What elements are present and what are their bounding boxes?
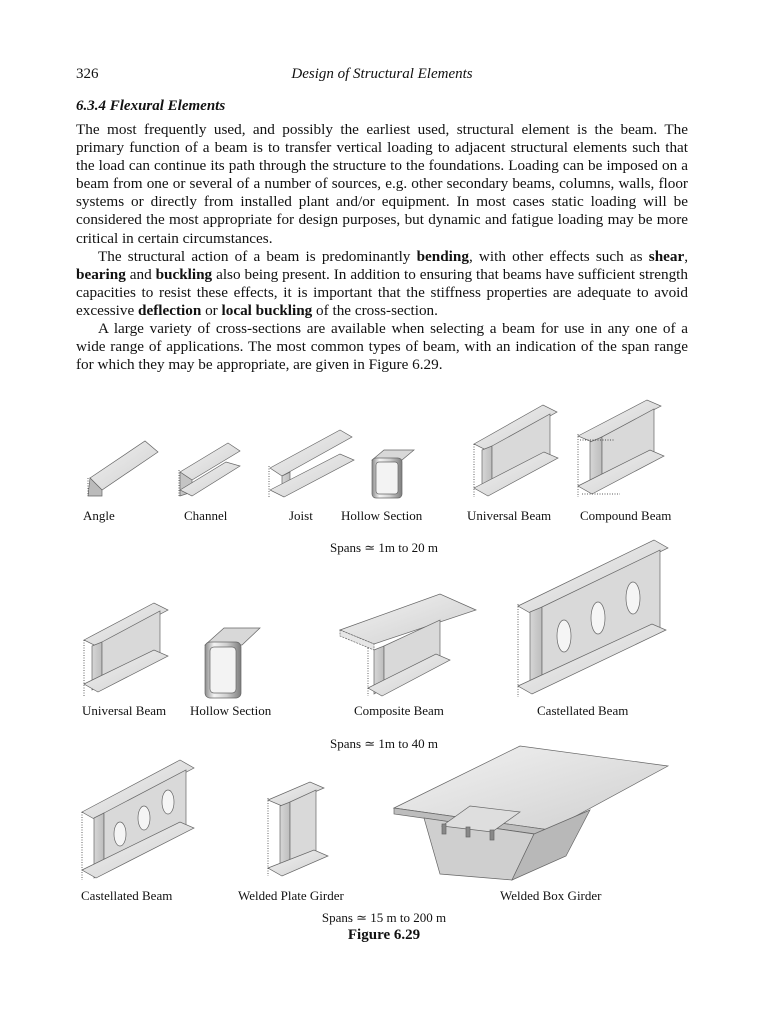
label-welded-box-girder: Welded Box Girder: [500, 888, 602, 903]
compound-beam-icon: [578, 400, 664, 497]
p2-text: or: [201, 301, 222, 319]
label-universal-beam-2: Universal Beam: [82, 703, 167, 718]
p2-text: , with other effects such as: [468, 247, 649, 265]
running-title: Design of Structural Elements: [291, 66, 473, 82]
paragraph-1: The most frequently used, and possibly the earliest used, structural element is the beam. The primary function of a beam is to transfer vertical loading to adjacent structural elements such that the load can continue its path through the structure to the foundations. Loading can be imposed on a beam from one or several of a number of sources, e.g. other secondary beams, columns, walls, floor systems or directly from installed plant and/or equipment. In most cases static loading will be considered the most appropriate for design purposes, but dynamic and fatigue loading may be more critical in certain circumstances.: [76, 121, 688, 247]
p2-text: ,: [684, 247, 689, 265]
term-local-buckling: local buckling: [221, 301, 313, 319]
welded-plate-girder-icon: [268, 782, 328, 876]
castellated-beam-2-icon: [82, 760, 194, 880]
hollow-section-2-icon: [205, 628, 260, 698]
p2-text: of the cross-section.: [312, 301, 438, 319]
joist-section-icon: [269, 430, 354, 497]
label-joist: Joist: [289, 508, 313, 523]
term-deflection: deflection: [138, 301, 202, 319]
label-hollow-section-2: Hollow Section: [190, 703, 272, 718]
span-range-3: Spans ≃ 15 m to 200 m: [321, 910, 447, 925]
p2-text: The structural action of a beam is predominantly: [98, 247, 417, 265]
term-bearing: bearing: [76, 265, 126, 283]
composite-beam-icon: [340, 594, 476, 696]
label-hollow-section: Hollow Section: [341, 508, 423, 523]
universal-beam-2-icon: [84, 603, 168, 696]
p2-text: also being present. In addition to ensuring that beams have sufficient strength capacities to resist these effects, it is important that the stiffness properties are adequate to avoid excessive: [76, 265, 688, 319]
universal-beam-icon: [474, 405, 558, 497]
label-castellated-beam-2: Castellated Beam: [81, 888, 173, 903]
section-heading: 6.3.4 Flexural Elements: [76, 98, 226, 114]
welded-box-girder-icon: [394, 746, 668, 880]
label-welded-plate-girder: Welded Plate Girder: [238, 888, 344, 903]
term-shear: shear: [648, 247, 685, 265]
label-compound-beam: Compound Beam: [580, 508, 672, 523]
page-number: 326: [76, 66, 99, 82]
label-composite-beam: Composite Beam: [354, 703, 444, 718]
label-angle: Angle: [83, 508, 115, 523]
hollow-section-icon: [372, 450, 414, 498]
paragraph-3: A large variety of cross-sections are available when selecting a beam for use in any one of a wide range of applications. The most common types of beam, with an indication of the span range for which they may be appropriate, are given in Figure 6.29.: [76, 320, 688, 374]
label-universal-beam: Universal Beam: [467, 508, 552, 523]
label-channel: Channel: [184, 508, 228, 523]
channel-section-icon: [179, 443, 240, 497]
angle-section-icon: [88, 441, 158, 496]
span-range-1: Spans ≃ 1m to 20 m: [329, 540, 439, 555]
castellated-beam-icon: [518, 540, 668, 697]
term-bending: bending: [416, 247, 469, 265]
figure-caption: Figure 6.29: [347, 927, 421, 943]
span-range-2: Spans ≃ 1m to 40 m: [329, 736, 439, 751]
label-castellated-beam: Castellated Beam: [537, 703, 629, 718]
term-buckling: buckling: [155, 265, 213, 283]
p2-text: and: [125, 265, 156, 283]
